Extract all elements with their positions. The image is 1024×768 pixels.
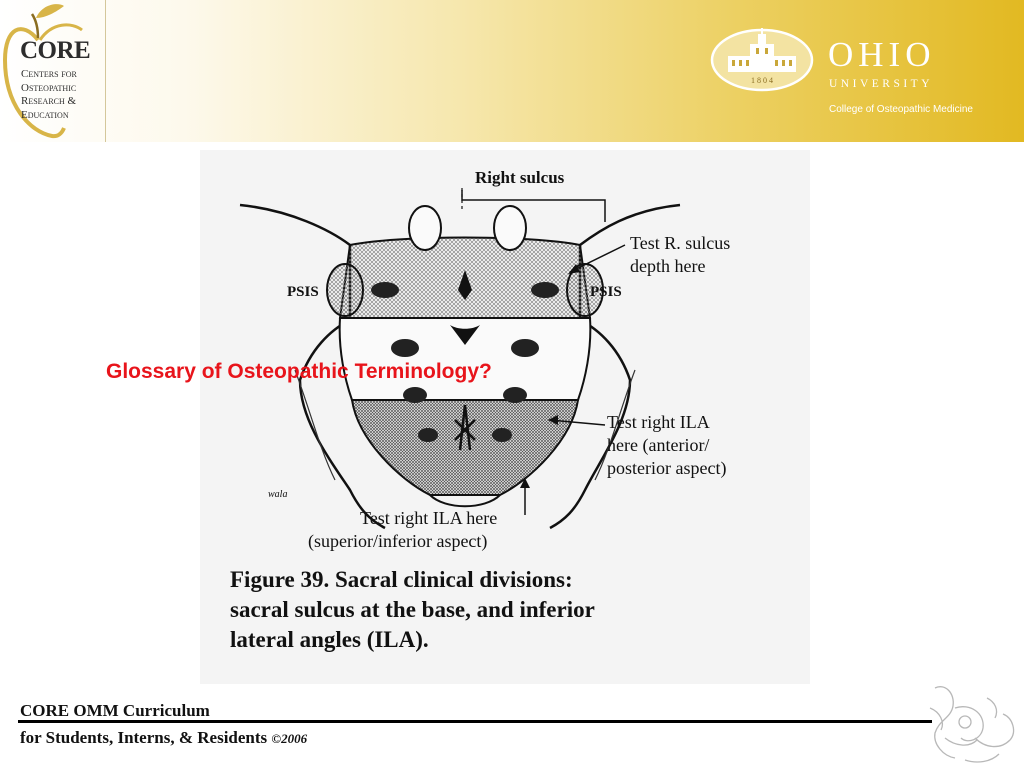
core-wordmark: CORE [20,37,91,64]
footer-divider [18,720,932,723]
figure-caption-line: lateral angles (ILA). [230,627,429,652]
ohio-college-label: College of Osteopathic Medicine [829,104,973,115]
label-psis-left: PSIS [287,284,319,300]
core-subtitle-line: Centers for [21,68,77,80]
header-divider [105,0,106,142]
anatomy-sketch-icon [925,678,1020,766]
footer-audience [20,727,307,750]
label-test-ila: posterior aspect) [607,458,727,478]
label-test-ila-bottom: Test right ILA here [360,508,498,528]
core-logo [0,0,105,142]
footer-curriculum: CORE OMM Curriculum [20,701,210,720]
ohio-seal-year: 1 8 0 4 [751,76,773,85]
ohio-seal-icon [710,26,814,92]
label-psis-right: PSIS [590,284,622,300]
ohio-university-label: UNIVERSITY [829,78,933,90]
ohio-wordmark: OHIO [828,35,936,74]
slide-title: Glossary of Osteopathic Terminology? [106,360,492,383]
illustrator-signature: wala [268,489,288,500]
label-test-ila-bottom: (superior/inferior aspect) [308,531,488,551]
core-subtitle [21,68,77,122]
label-test-sulcus: depth here [630,256,706,276]
figure-caption [230,565,595,655]
core-subtitle-line: Research & [21,95,77,107]
footer-audience-text: for Students, Interns, & Residents [20,728,272,747]
label-right-sulcus: Right sulcus [475,168,565,187]
label-test-ila: Test right ILA [607,412,710,432]
figure-caption-line: Figure 39. Sacral clinical divisions: [230,567,573,592]
core-subtitle-line: Education [21,108,69,121]
figure-caption-line: sacral sulcus at the base, and inferior [230,597,595,622]
footer-copyright: ©2006 [271,731,308,746]
label-test-sulcus: Test R. sulcus [630,233,731,253]
core-subtitle-line: Osteopathic [21,81,77,94]
label-test-ila: here (anterior/ [607,435,710,455]
